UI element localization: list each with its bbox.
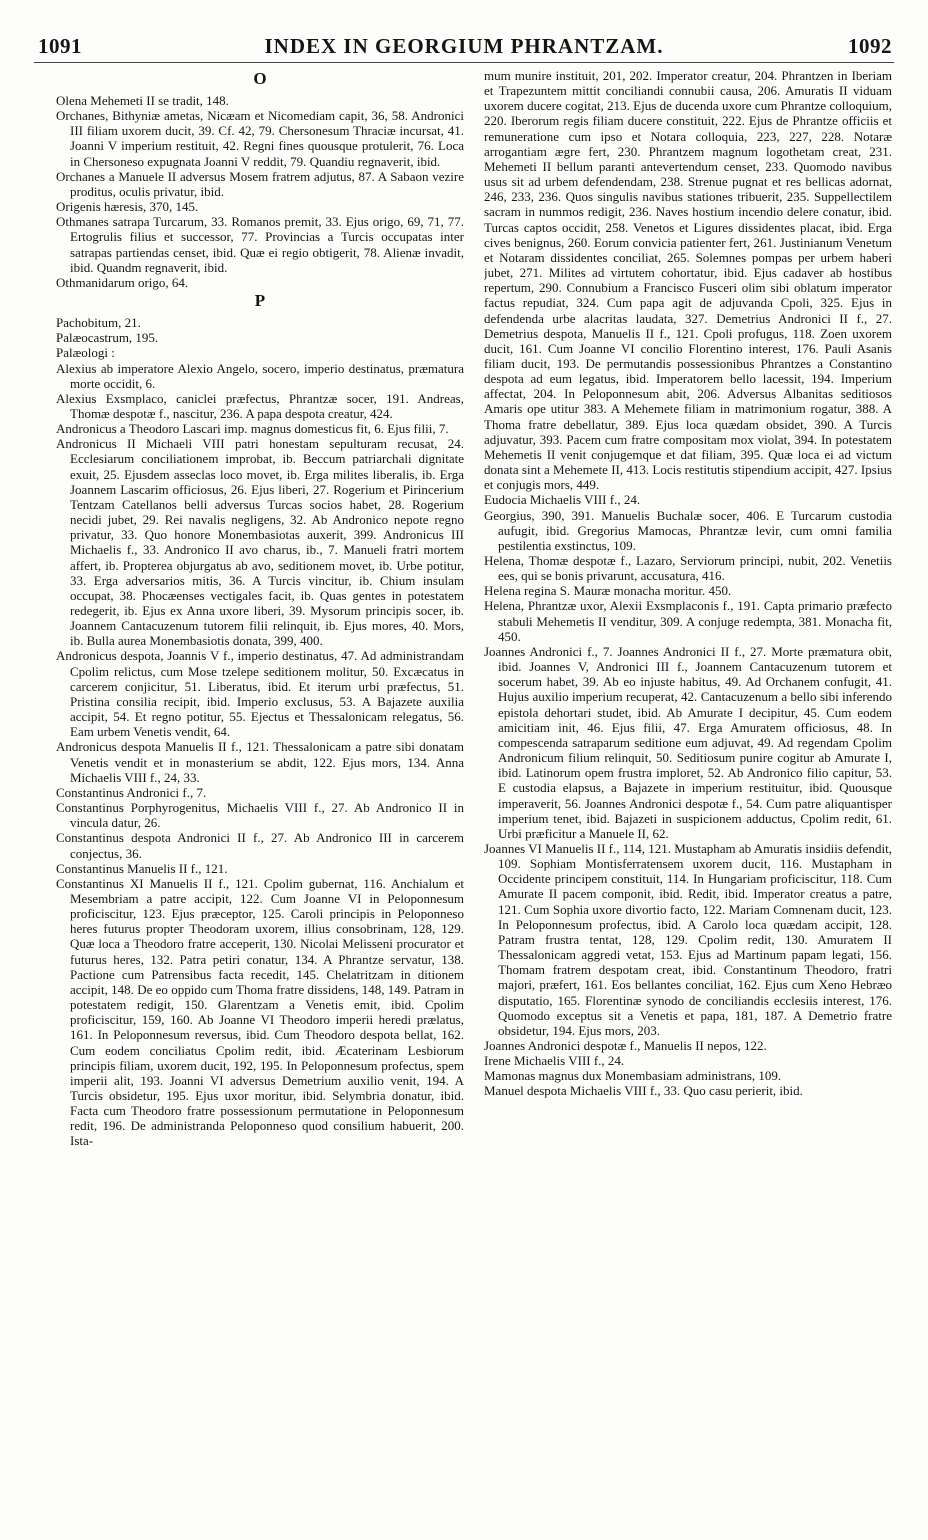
index-subentry: Helena, Thomæ despotæ f., Lazaro, Serviorum principi, nubit, 202. Venetiis ees, qui se bonis privarunt, accusatura, 416. — [484, 553, 892, 584]
index-entry: Orchanes a Manuele II adversus Mosem fratrem adjutus, 87. A Sabaon vezire proditus, oculis privatur, ibid. — [56, 168, 464, 199]
index-subentry: Andronicus a Theodoro Lascari imp. magnus domesticus fit, 6. Ejus filii, 7. — [56, 421, 449, 437]
index-subentry: Joannes VI Manuelis II f., 114, 121. Mustapham ab Amuratis insidiis defendit, 109. Sophiam Montisferratensem uxorem ducit, 116. Mustapham in Occidente principem constituit, 114. In Hungariam proficiscitur, 118. Cum Amurate II pacem componit, ibid. Redit, ibid. Imperator creatus a patre, 121. Cum Sophia uxore divortio facto, 122. Mariam Comnenam ducit, 123. In Peloponnesum profectus, ibid. A Carolo loca quædam accipit, 128. Patram frustra tentat, 128, 129. Cpolim redit, 130. Amuratem II Thessalonicam aggredi vetat, 153. Ejus ad Martinum papam legati, 156. Thomam fratrem despotam creat, ibid. Constantinum Theodoro, fratri majori, præfert, 161. Eos bellantes conciliat, 162. Ejus cum Xeno Hebræo disputatio, 165. Florentinæ synodo de conciliandis ecclesiis interest, 176. Quomodo exceptus sit a Venetis et papa, 181, 187. A Demetrio fratre obsidetur, 194. Ejus mors, 203. — [484, 840, 892, 1038]
index-subentry: Constantinus Manuelis II f., 121. — [56, 860, 228, 876]
left-column — [56, 68, 464, 1530]
right-column — [484, 68, 892, 1530]
index-subentry: Joannes Andronici despotæ f., Manuelis II nepos, 122. — [484, 1038, 767, 1053]
index-subentry: Andronicus II Michaeli VIII patri honestam sepulturam recusat, 24. Ecclesiarum conciliationem improbat, ib. Beccum patriarchali dignitate exuit, 25. Ejusdem asseclas loco movet, ib. Erga milites liberalis, ib. Erga Joannem Lascarim officiosus, 26. Ejus liberi, 27. Rogerium et Pirincerium Tentzam Catellanos belli adversus Turcas socios habet, 28. Rogerium necidi jubet, 29. Rei navalis negligens, 32. Ab Andronico nepote regno privatur, 33. Quo honore Monembasiotas auxerit, 399. Andronicus III Michaelis f., 33. Andronico II avo charus, ib., 7. Manueli fratri mortem affert, ib. Propterea objurgatus ab avo, seditionem movet, ib. Urbe potitur, 33. Erga adversarios mitis, 36. A Turcis vincitur, ib. Chium insulam occupat, 38. Phocæenses vectigales facit, ib. Quas gentes in potestatem redegerit, ib. Ejus ex Anna uxore liberi, 39. Mysorum principis socer, ib. Joannem Cantacuzenum tutorem filii relinquit, ib. Ejus mores, 40. Mors, ib. Bulla aurea Monembasiotis donata, 399, 400. — [56, 436, 464, 649]
index-subentry: Eudocia Michaelis VIII f., 24. — [484, 492, 641, 508]
index-subentry: Constantinus Porphyrogenitus, Michaelis VIII f., 27. Ab Andronico II in vincula datur, 26. — [56, 800, 464, 831]
index-entry: Olena Mehemeti II se tradit, 148. — [56, 93, 229, 108]
index-entry: Othmanidarum origo, 64. — [56, 274, 189, 290]
index-subentry: Constantinus despota Andronici II f., 27. Ab Andronico III in carcerem conjectus, 36. — [56, 830, 464, 861]
index-entry-continued: mum munire instituit, 201, 202. Imperator creatur, 204. Phrantzen in Iberiam et Trapezuntem mittit conciliandi connubii causa, 206. Amuratis II viduam uxorem ducere cogitat, 213. Ejus de ducenda uxore cum Phrantze colloquium, 220. Iberorum regis filiam ducere constituit, 222. Ejus de Phrantze officiis et remuneratione cum ipso et Notara colloquia, 223, 227, 228. Notaræ arrogantiam ægre fert, 230. Phrantzem magnum logothetam creat, 231. Mehemeti II bellum paranti antevertendum censet, 233. Quomodo navibus usus sit ad urbem defendendam, 238. Strenue pugnat et res bellicas adornat, 246, 233, 236. Quos singulis navibus stationes tribuerit, 235. Suppellectilem sacram in nummos redigit, 236. Naves hostium incendio delere conatur, ibid. Turcas captos occidit, 258. Venetos et Ligures dissidentes placat, ibid. Erga cives benignus, 260. Eorum convicia patienter fert, 261. Justinianum Venetum et Notaram dissidentes conciliat, 265. Solemnes pompas per urbem haberi jubet, 271. Milites ad virtutem cohortatur, ibid. Ejus cadaver ab hostibus repertum, 290. Connubium a Francisco Fusceri olim sibi oblatum imperator factus repudiat, 324. Cum papa agit de adjuvanda Cpoli, 325. Ejus in defendenda urbe alacritas laudata, 327. Demetrius Andronici II f., 27. Demetrius despota, Manuelis II f., 121. Cpoli profugus, 118. Zoen uxorem ducit, 161. Cum Joanne VI concilio Florentino interest, 176. Pauli Asanis filiam ducit, 193. De permutandis possessionibus Phrantzes a Constantino despota ad eum legatus, ibid. Imperatorem bello lacessit, 194. Imperium affectat, 204. In Peloponnesum abit, 206. Adversus Albanitas seditiosos Amaris ope utitur 383. A Mehemete filiam in matrimonium rogatur, 388. A Thoma fratre debellatur, 389. Ejus loca quædam obsidet, 390. A Turcis adjuvatur, 393. Pacem cum fratre compositam mox violat, 394. In potestatem Mehemetis II venit conjugemque et dat filiam, 395. Quæ loca ei ad victum donata sint a Mehemete II, 413. Locis restitutis stipendium accipit, 427. Ipsius et conjugis mors, 449. — [484, 68, 892, 493]
index-subentry: Helena regina S. Mauræ monacha moritur. 450. — [484, 583, 732, 599]
running-header — [34, 32, 894, 63]
index-subentry: Joannes Andronici f., 7. Joannes Andronici II f., 27. Morte præmatura obit, ibid. Joannes V, Andronici III f., Joannem Cantacuzenum tutorem et socerum habet, 39. Ab eo injuste habitus, 49. Ad Orchanem confugit, 41. Hujus auxilio imperium recuperat, 42. Cantacuzenum a bello sibi inferendo epistola dehortari studet, ibid. Ab Amurate I decipitur, 45. Cum eodem amicitiam init, 46. Ejus filii, 47. Erga Amuratem officiosus, 48. In compescenda satraparum seditione eum adjuvat, 49. Ad regendam Cpolim Andronicum filium relinquit, 50. Seditiosum punire cogitur ab Amurate I, ibid. Latinorum opem frustra imploret, 52. Ab Andronico filio capitur, 53. E custodia elapsus, a Bajazete in imperium restituitur, ibid. Quousque imperaverit, 56. Joannes Andronici despotæ f., 54. Cum patre aliquantisper imperium tenet, ibid. Bajazeti in suspicionem adductus, Cpolim redit, 61. Urbi præficitur a Manuele II, 62. — [484, 643, 892, 841]
section-letter-p: P — [254, 291, 266, 311]
index-subentry: Manuel despota Michaelis VIII f., 33. Quo casu perierit, ibid. — [484, 1083, 803, 1099]
index-subentry: Andronicus despota Manuelis II f., 121. Thessalonicam a patre sibi donatam Venetis vendit et in monasterium se abdit, 122. Ejus mors, 134. Anna Michaelis VIII f., 24, 33. — [56, 739, 464, 785]
index-subentry: Mamonas magnus dux Monembasiam administrans, 109. — [484, 1068, 782, 1084]
index-entry: Origenis hæresis, 370, 145. — [56, 199, 199, 215]
index-subentry: Georgius, 390, 391. Manuelis Buchalæ socer, 406. E Turcarum custodia aufugit, ibid. Gregorius Mamocas, Phrantzæ levir, cum omni familia pestilentia exstinctus, 109. — [484, 507, 892, 553]
section-letter-o: O — [253, 69, 267, 88]
index-entry: Orchanes, Bithyniæ ametas, Nicæam et Nicomediam capit, 36, 58. Andronici III filiam uxorem ducit, 39. Cf. 42, 79. Chersonesum Thraciæ incursat, 41. Joanni V imperium restituit, 42. Regni fines quousque protulerit, 76. Loca in Chersoneso expugnata Joanni V reddit, 79. Quandiu regnaverit, ibid. — [56, 108, 464, 169]
left-page-number: 1091 — [38, 34, 82, 58]
index-entry: Palæocastrum, 195. — [56, 330, 159, 346]
index-subentry: Constantinus XI Manuelis II f., 121. Cpolim gubernat, 116. Anchialum et Mesembriam a patre accipit, 122. Cum Joanne VI in Peloponnesum proficiscitur, 123. Ejus præceptor, 125. Caroli principis in Peloponneso heres futurus propter Theodoram uxorem, illius consobrinam, 128, 129. Quæ loca a Theodoro fratre acceperit, 130. Nicolai Melisseni procurator et futurus heres, 132. Patra petiri conatur, 134. A Phrantze servatur, 138. Pactione cum Patrensibus facta recedit, 145. Chelatritzam in ditionem accipit, 148. De eo oppido cum Thoma fratre dissidens, 148, 149. Patram in potestatem redigit, 150. Glarentzam a Venetis emit, ibid. Cpolim proficiscitur, 159, 160. Ab Joanne VI Theodoro imperii heredi prælatus, 161. In Peloponnesum reversus, ibid. Cum Theodoro despota bellat, 162. Cum eodem conciliatus Cpolim redit, ibid. Æcaterinam Lesbiorum principis filiam, uxorem ducit, 192, 195. In Peloponnesum profectus, spem imperii alit, 193. Joanni VI adversus Demetrium auxilio venit, 194. A Turcis obsidetur, 195. Ejus uxor moritur, ibid. Selymbria donatur, ibid. Facta cum Theodoro fratre possessionum permutatione in Peloponnesum redit, 196. De administranda Peloponneso quod consilium habuerit, 200. Ista- — [56, 875, 464, 1149]
index-subentry: Andronicus despota, Joannis V f., imperio destinatus, 47. Ad administrandam Cpolim relictus, cum Mose tzelepe seditionem molitur, 50. Excæcatus in carcerem conjicitur, 51. Liberatus, ibid. Et iterum urbi præfectus, 51. Pristina consilia recipit, ibid. Imperio exclusus, 53. A Bajazete auxilia accipit, 54. Et regno potitur, 55. Ejectus et Thessalonicam relegatus, 56. Eam urbem Venetis vendit, 64. — [56, 648, 464, 740]
right-page-number: 1092 — [848, 34, 892, 58]
index-subentry: Alexius Exsmplaco, caniclei præfectus, Phrantzæ socer, 191. Andreas, Thomæ despotæ f., nascitur, 236. A papa despota creatur, 424. — [56, 390, 464, 421]
index-entry: Othmanes satrapa Turcarum, 33. Romanos premit, 33. Ejus origo, 69, 71, 77. Ertogrulis filius et successor, 77. Provincias a Turcis occupatas inter satrapas partiendas censet, ibid. Quæ ei regio obtigerit, 78. Alienæ invadit, ibid. Quandm regnaverit, ibid. — [56, 214, 464, 275]
index-entry: Pachobitum, 21. — [56, 315, 141, 331]
index-entry: Palæologi : — [56, 345, 115, 361]
index-subentry: Irene Michaelis VIII f., 24. — [484, 1053, 625, 1069]
page-title: INDEX IN GEORGIUM PHRANTZAM. — [264, 34, 664, 58]
index-subentry: Alexius ab imperatore Alexio Angelo, socero, imperio destinatus, præmatura morte occidit, 6. — [56, 360, 464, 391]
index-subentry: Constantinus Andronici f., 7. — [56, 784, 207, 800]
index-subentry: Helena, Phrantzæ uxor, Alexii Exsmplaconis f., 191. Capta primario præfecto stabuli Mehemetis II venditur, 309. A conjuge redempta, 381. Monacha fit, 450. — [484, 598, 892, 644]
